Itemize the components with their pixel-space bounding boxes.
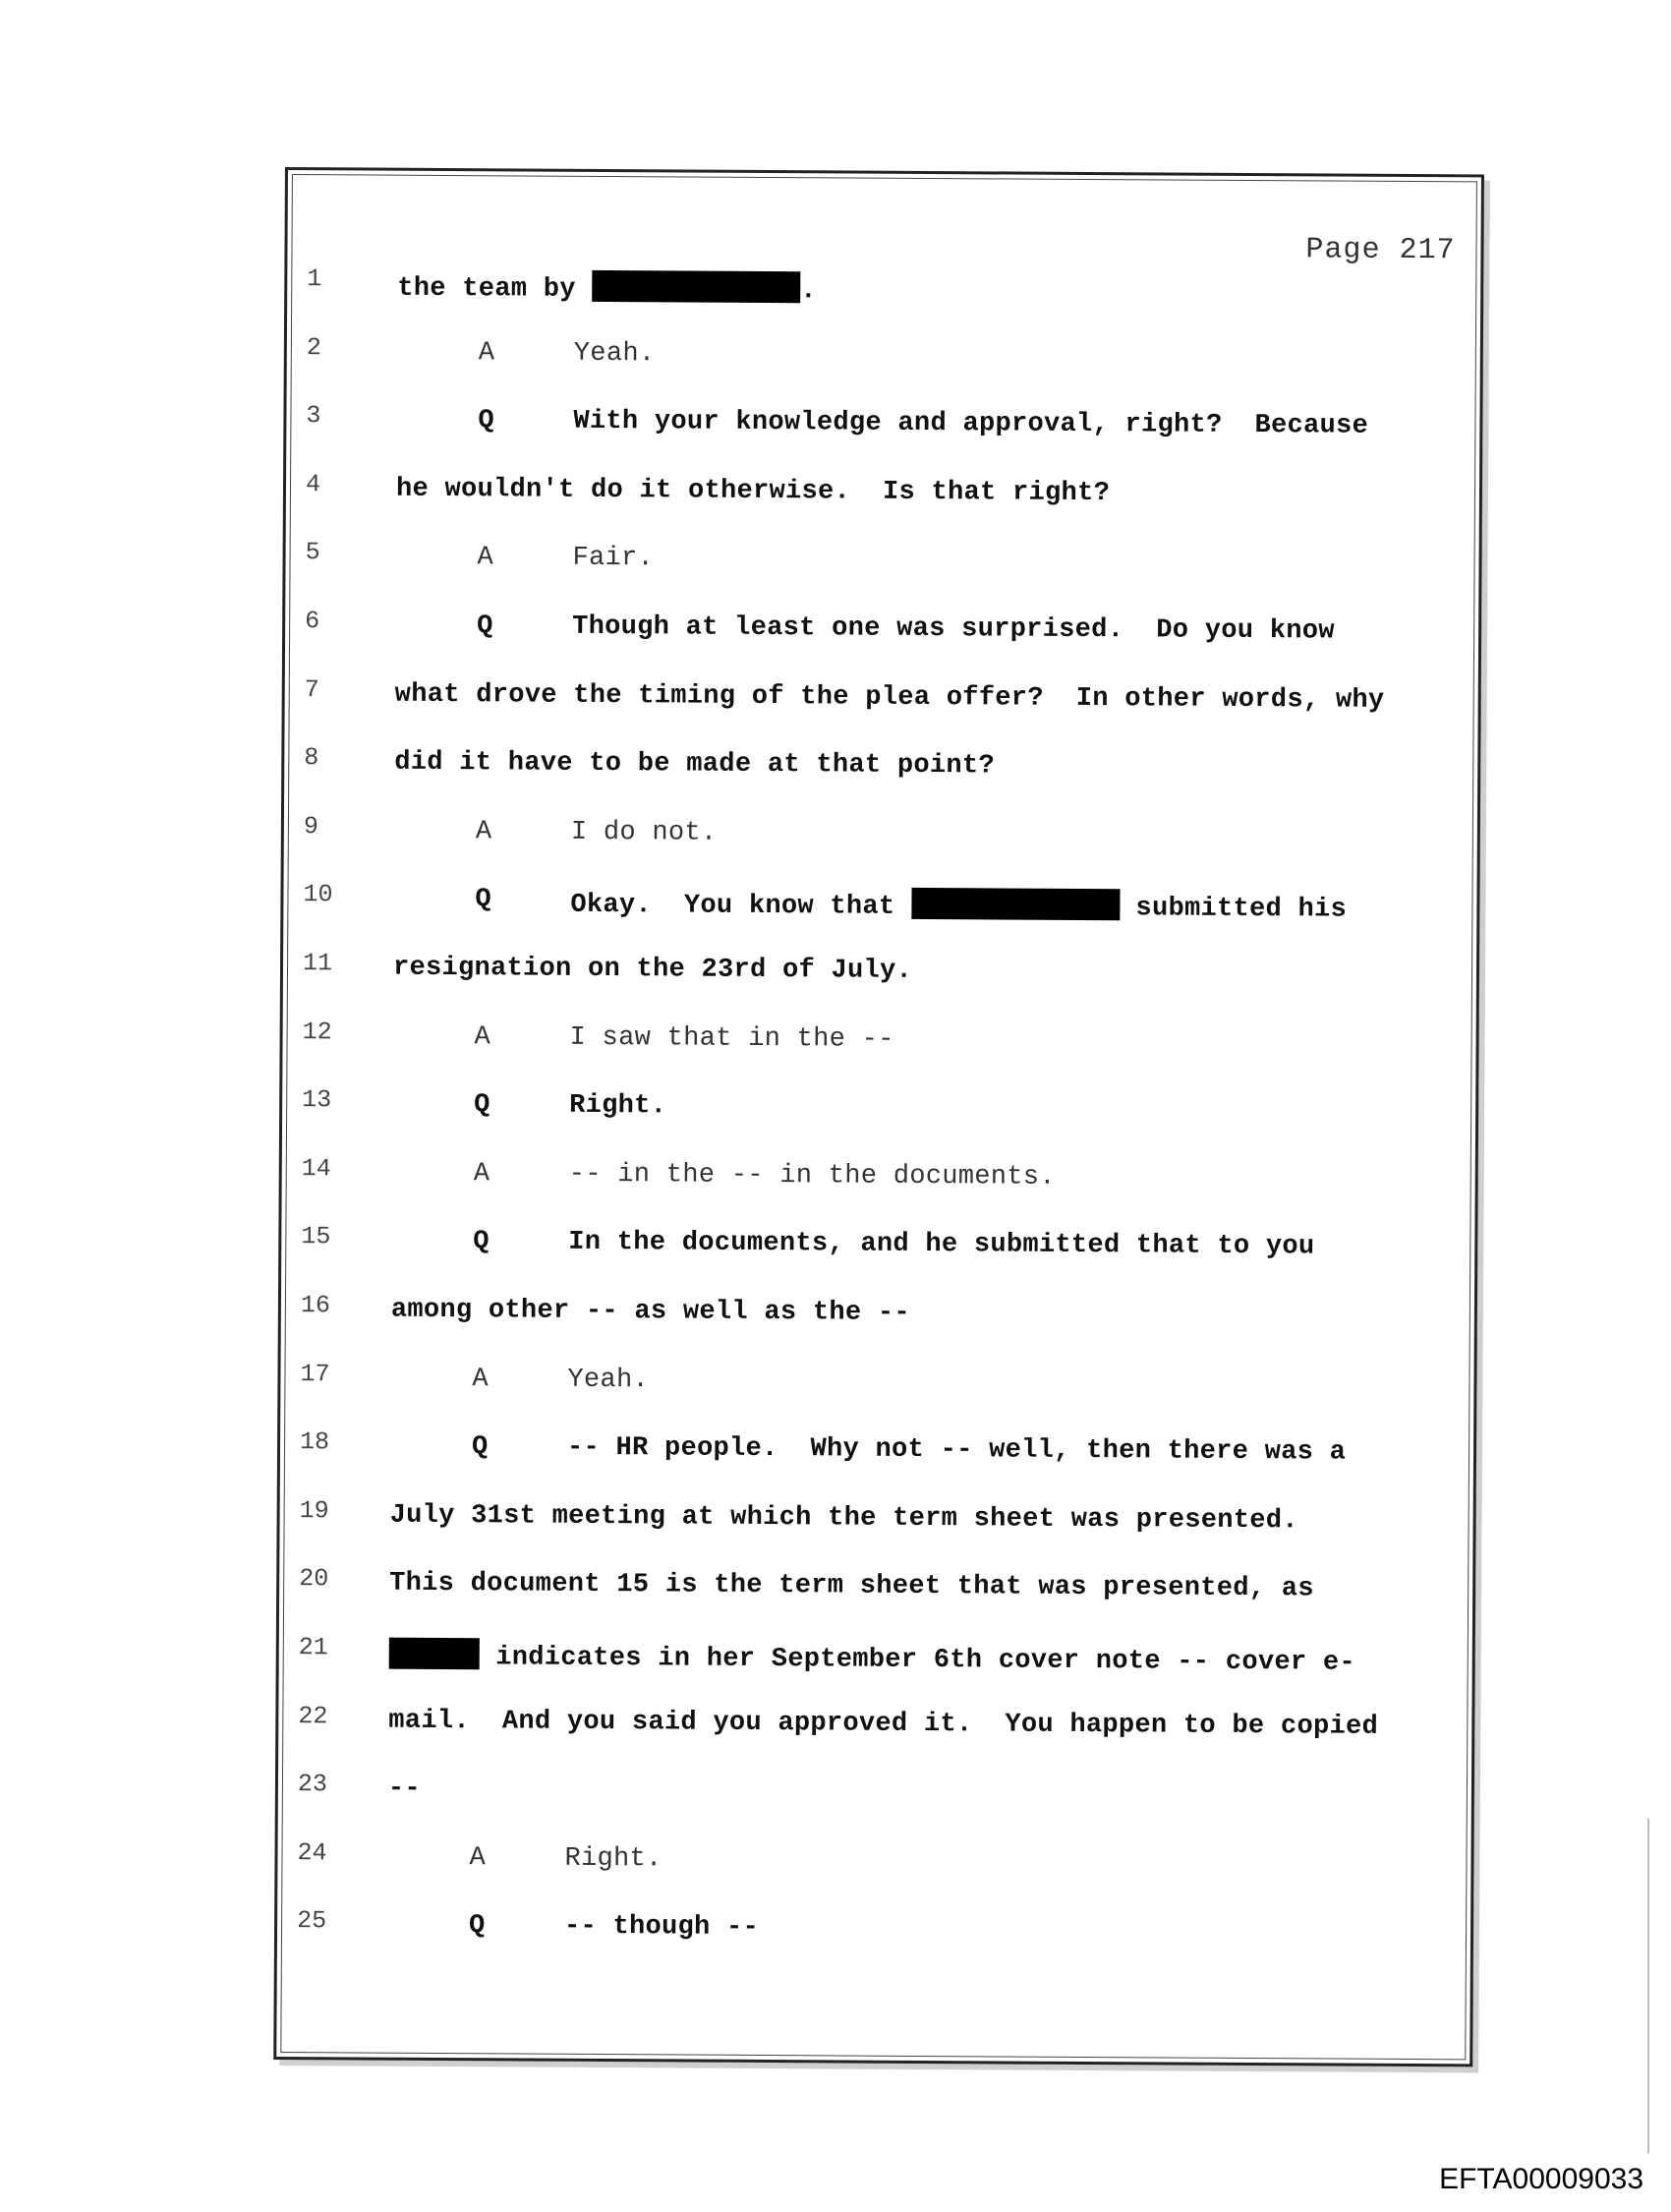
speaker-label: A [472,1364,489,1394]
speaker-label: A [474,1021,490,1052]
line-text [567,1433,1346,1468]
speaker-label: A [473,1158,490,1190]
line-text [388,1775,421,1804]
line-number: 8 [304,743,319,773]
line-number: 20 [299,1564,329,1594]
text-segment: the team by [397,273,593,305]
text-segment: indicates in her September 6th cover note -- cover e- [479,1643,1355,1678]
line-text [390,1500,1298,1536]
line-number: 22 [298,1701,328,1730]
transcript-line [278,1770,1471,1835]
text-segment: submitted his [1119,894,1348,926]
scan-edge-line [1647,1819,1649,2153]
speaker-label: A [469,1842,486,1874]
transcript-line [283,949,1476,1015]
speaker-label: Q [471,1432,489,1463]
text-segment: what drove the timing of the plea offer? In other words, why [394,679,1385,716]
line-number: 25 [297,1906,327,1936]
line-text [570,1022,894,1054]
line-number: 11 [302,949,333,978]
transcript-line [277,1906,1470,1972]
text-segment: With your knowledge and approval, right? Because [573,406,1369,441]
text-segment: Yeah. [567,1365,650,1395]
transcript-line [281,1291,1474,1357]
transcript-line [283,880,1476,946]
line-text [570,886,1347,925]
text-segment: mail. And you said you approved it. You happen to be copied [388,1706,1379,1742]
redaction-block [592,270,800,303]
line-number: 4 [305,469,321,499]
speaker-label: A [477,543,493,573]
text-segment: -- HR people. Why not -- well, then there was a [566,1432,1347,1468]
line-number: 14 [301,1153,331,1184]
line-number: 12 [302,1017,332,1046]
transcript-line [282,1085,1475,1151]
transcript-line [281,1222,1474,1288]
text-segment: Though at least one was surprised. Do you know [572,611,1335,647]
text-segment: I do not. [570,817,718,848]
text-segment: Yeah. [573,338,656,369]
transcript-page [273,167,1484,2066]
speaker-label: Q [474,1090,490,1121]
line-text [389,1569,1314,1604]
speaker-label: Q [475,885,491,915]
text-segment: -- though -- [563,1912,760,1944]
line-number: 21 [298,1633,328,1662]
line-number: 6 [305,607,320,636]
line-number: 24 [297,1837,327,1868]
transcript-line [279,1633,1472,1699]
speaker-label: Q [477,611,493,642]
speaker-label: A [478,337,495,368]
speaker-label: Q [468,1911,486,1942]
text-segment: I saw that in the -- [569,1022,894,1055]
redaction-block [911,888,1120,920]
line-text [394,748,995,782]
transcript-line [286,470,1479,536]
line-text [397,269,817,307]
text-segment: resignation on the 23rd of July. [392,953,913,986]
transcript-line [277,1838,1470,1904]
text-segment: In the documents, and he submitted that to you [568,1228,1315,1262]
line-number: 16 [300,1291,331,1320]
transcript-line [282,1018,1475,1083]
line-text [391,1296,910,1328]
text-segment: he wouldn't do it otherwise. Is that right? [395,474,1111,508]
text-segment: Fair. [572,544,655,574]
line-text [567,1365,649,1395]
transcript-line [284,743,1477,809]
transcript-line [286,401,1479,467]
line-number: 1 [307,264,322,294]
line-text [564,1912,759,1943]
line-number: 13 [302,1085,332,1115]
text-segment: July 31st meeting at which the term sheet was presented. [389,1500,1298,1537]
line-text [569,1091,666,1122]
line-text [388,1706,1378,1741]
line-text [571,818,718,848]
transcript-line [280,1360,1473,1426]
speaker-label: A [475,816,492,847]
line-number: 7 [304,674,319,704]
line-text [395,679,1385,715]
transcript-line [284,675,1477,741]
line-text [574,338,656,369]
transcript-body [287,264,1480,1944]
page-number: Page 217 [1305,233,1456,268]
text-segment: did it have to be made at that point? [394,747,995,782]
line-text [573,407,1368,441]
transcript-line [279,1496,1472,1562]
transcript-line [278,1702,1471,1768]
line-number: 18 [299,1427,330,1457]
line-text [396,474,1110,507]
line-text [393,954,912,986]
speaker-label: Q [473,1227,490,1257]
line-number: 10 [303,880,333,909]
line-text [569,1160,1056,1193]
transcript-line [285,538,1478,604]
transcript-line [282,1154,1475,1220]
transcript-line [287,264,1480,330]
line-text [564,1844,662,1875]
line-number: 17 [300,1359,330,1388]
line-number: 15 [301,1222,331,1252]
line-text [572,544,654,574]
text-segment: Okay. You know that [570,891,912,923]
transcript-line [284,812,1477,878]
line-number: 9 [303,811,319,842]
line-text [572,612,1335,647]
text-segment: among other -- as well as the -- [390,1295,911,1328]
line-number: 3 [306,401,321,431]
line-number: 5 [305,538,320,567]
text-segment: Right. [564,1843,663,1875]
text-segment: . [800,276,817,307]
transcript-line [285,607,1478,672]
redaction-block [389,1638,480,1670]
text-segment: -- in the -- in the documents. [568,1159,1056,1193]
text-segment: Right. [569,1090,667,1122]
transcript-line [287,333,1480,399]
text-segment: -- [387,1774,422,1805]
line-number: 23 [297,1770,328,1799]
transcript-line [280,1427,1473,1493]
line-text [389,1638,1355,1678]
line-number: 19 [299,1495,329,1526]
document-id: EFTA00009033 [1439,2163,1643,2195]
speaker-label: Q [478,406,494,437]
line-text [568,1228,1314,1262]
text-segment: This document 15 is the term sheet that was presented, as [389,1569,1314,1604]
line-number: 2 [306,332,321,362]
transcript-line [279,1564,1472,1630]
